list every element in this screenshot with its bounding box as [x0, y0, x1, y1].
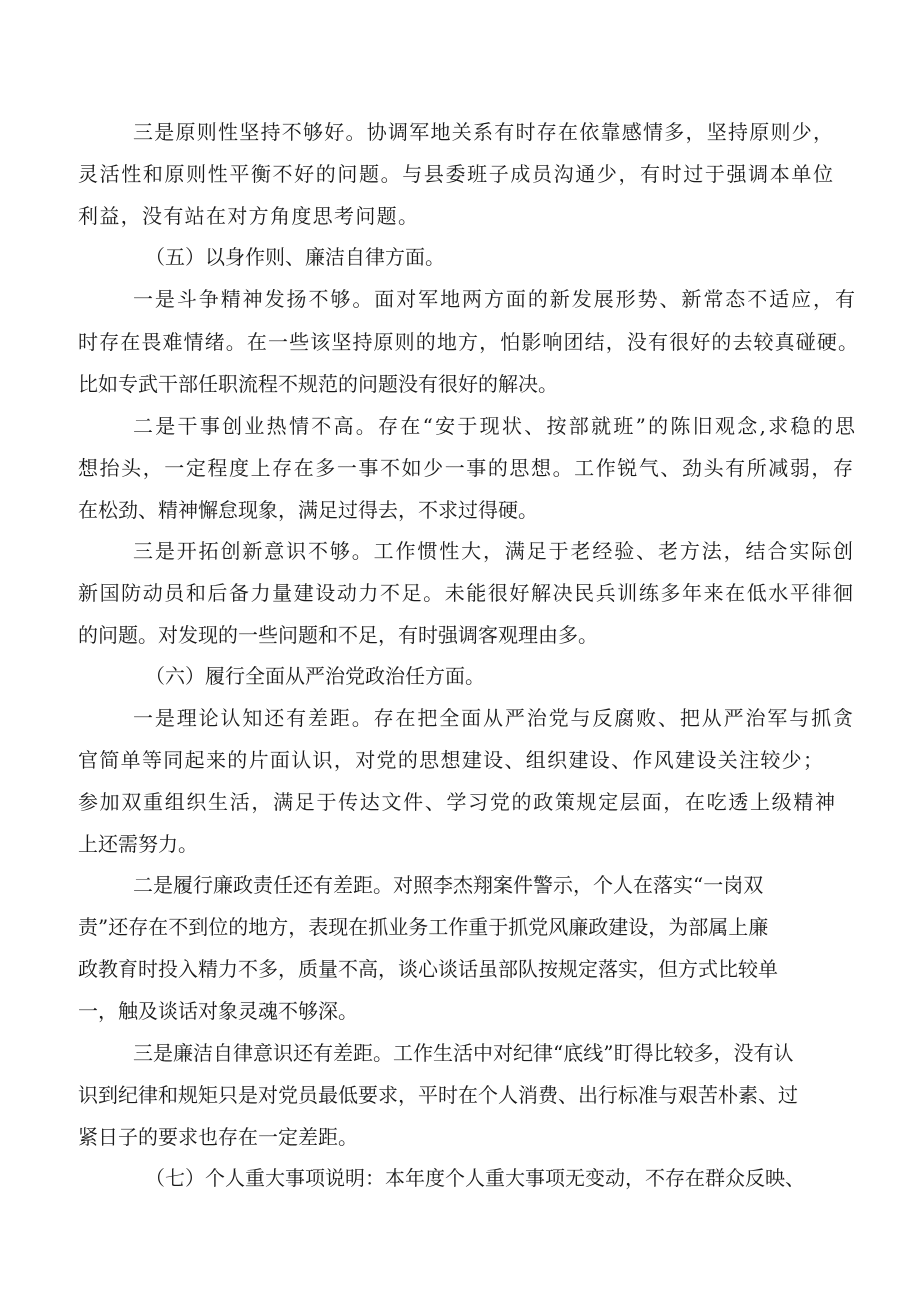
text-line: 的问题。对发现的一些问题和不足，有时强调客观理由多。 — [78, 623, 598, 647]
text-line: 比如专武干部任职流程不规范的问题没有很好的解决。 — [78, 372, 558, 396]
text-line: 二是干事创业热情不高。存在“安于现状、按部就班”的陈旧观念,求稳的思 — [133, 414, 858, 438]
text-line: 时存在畏难情绪。在一些该坚持原则的地方，怕影响团结，没有很好的去较真碰硬。 — [78, 330, 860, 354]
text-line: 在松劲、精神懈怠现象，满足过得去，不求过得硬。 — [78, 498, 538, 522]
text-line: 上还需努力。 — [78, 832, 198, 856]
text-line: 灵活性和原则性平衡不好的问题。与县委班子成员沟通少，有时过于强调本单位 — [78, 162, 835, 186]
text-line: 官简单等同起来的片面认识，对党的思想建设、组织建设、作风建设关注较少； — [78, 748, 825, 772]
text-line: 三是开拓创新意识不够。工作惯性大，满足于老经验、老方法，结合实际创 — [133, 539, 855, 563]
text-line: 政教育时投入精力不多，质量不高，谈心谈话虽部队按规定落实，但方式比较单 — [78, 957, 778, 981]
text-line: 三是廉洁自律意识还有差距。工作生活中对纪律“底线”盯得比较多，没有认 — [133, 1041, 794, 1065]
text-line: 利益，没有站在对方角度思考问题。 — [78, 204, 420, 228]
text-line: 责”还存在不到位的地方，表现在抓业务工作重于抓党风廉政建设，为部属上廉 — [78, 915, 769, 939]
section-heading: （五）以身作则、廉洁自律方面。 — [145, 245, 445, 269]
text-line: 想抬头，一定程度上存在多一事不如少一事的思想。工作锐气、劲头有所减弱，存 — [78, 456, 855, 480]
text-line: 参加双重组织生活，满足于传达文件、学习党的政策规定层面，在吃透上级精神 — [78, 790, 837, 814]
text-line: 一是理论认知还有差距。存在把全面从严治党与反腐败、把从严治军与抓贪 — [133, 706, 855, 730]
text-line: 紧日子的要求也存在一定差距。 — [78, 1125, 358, 1149]
text-line: 三是原则性坚持不够好。协调军地关系有时存在依靠感情多，坚持原则少， — [133, 120, 835, 144]
text-line: 新国防动员和后备力量建设动力不足。未能很好解决民兵训练多年来在低水平徘徊 — [78, 581, 855, 605]
text-line: 一是斗争精神发扬不够。面对军地两方面的新发展形势、新常态不适应，有 — [133, 287, 857, 311]
text-line: 一，触及谈话对象灵魂不够深。 — [78, 999, 358, 1023]
text-line: 二是履行廉政责任还有差距。对照李杰翔案件警示，个人在落实“一岗双 — [133, 873, 764, 897]
section-heading: （七）个人重大事项说明：本年度个人重大事项无变动，不存在群众反映、 — [145, 1166, 805, 1190]
text-line: 识到纪律和规矩只是对党员最低要求，平时在个人消费、出行标准与艰苦朴素、过 — [78, 1083, 798, 1107]
section-heading: （六）履行全面从严治党政治任方面。 — [145, 664, 485, 688]
